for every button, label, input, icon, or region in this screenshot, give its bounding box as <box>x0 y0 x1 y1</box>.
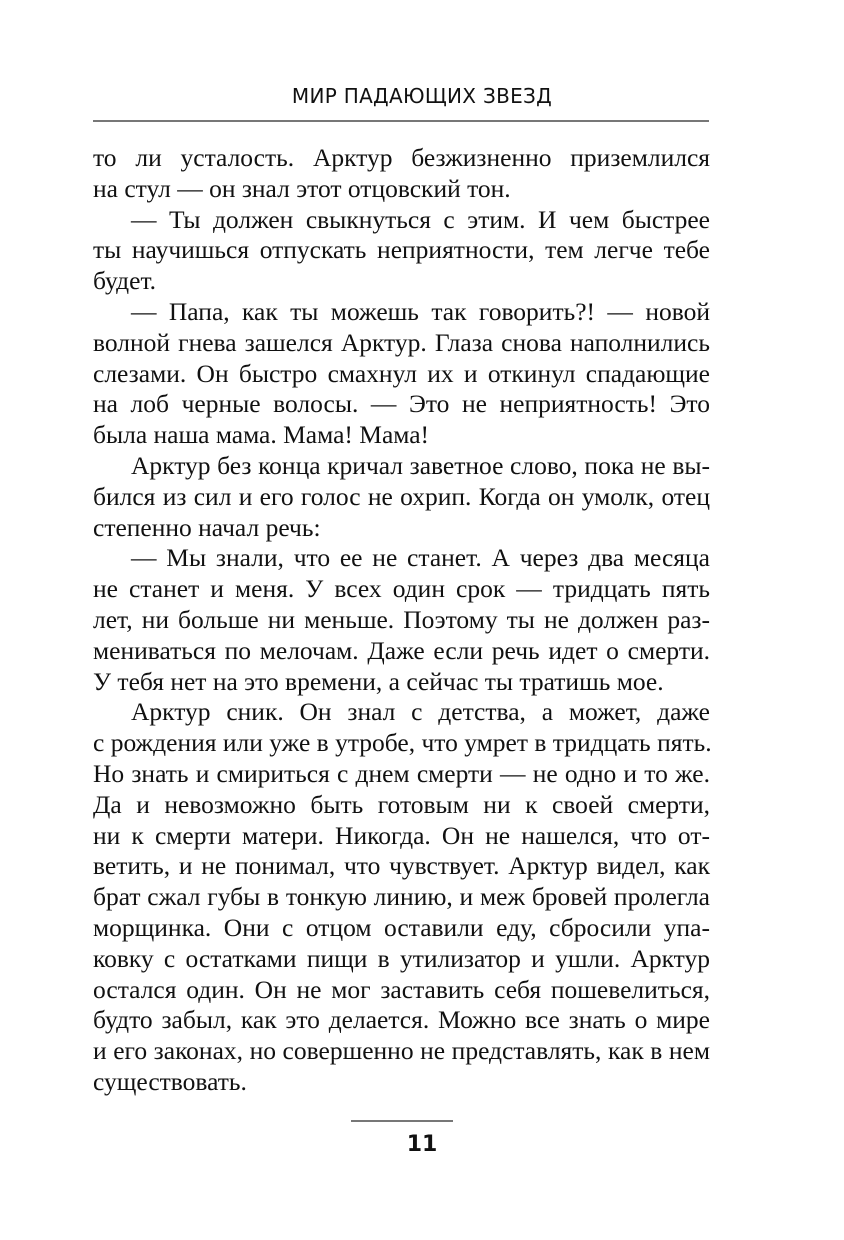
paragraph <box>93 205 710 297</box>
header-rule <box>93 120 709 122</box>
text-line: существовать. <box>93 1066 247 1096</box>
text-line: Да и невозможно быть готовым ни к своей смерти, <box>93 789 710 819</box>
paragraph <box>93 451 710 543</box>
text-line: и его законах, но совершенно не представлять, как в нем <box>93 1036 710 1066</box>
text-line: то ли усталость. Арктур безжизненно приземлился <box>93 143 710 172</box>
paragraph <box>93 143 710 205</box>
paragraph <box>93 697 710 1097</box>
text-line: на стул — он знал этот отцовский тон. <box>93 173 511 203</box>
text-line: Но знать и смириться с днем смерти — не одно и то же. <box>93 758 710 788</box>
text-line: волной гнева зашелся Арктур. Глаза снова наполнились <box>93 327 710 357</box>
page-number: 11 <box>406 1132 438 1157</box>
text-line: — Мы знали, что ее не станет. А через два месяца <box>131 543 710 573</box>
paragraph <box>93 297 710 451</box>
text-line: на лоб черные волосы. — Это не неприятность! Это <box>93 389 710 419</box>
text-line: ты научишься отпускать неприятности, тем легче тебе <box>93 235 710 265</box>
text-line: была наша мама. Мама! Мама! <box>93 420 430 450</box>
running-head: МИР ПАДАЮЩИХ ЗВЕЗД <box>291 84 553 108</box>
text-line: ковку с остатками пищи в утилизатор и ушли. Арктур <box>93 943 710 973</box>
text-line: морщинка. Они с отцом оставили еду, сбросили упа- <box>93 912 710 942</box>
text-line: степенно начал речь: <box>93 512 321 542</box>
text-line: будет. <box>93 266 157 296</box>
text-line: Арктур без конца кричал заветное слово, пока не вы- <box>131 450 710 480</box>
text-line: брат сжал губы в тонкую линию, и меж бровей пролегла <box>93 882 710 912</box>
text-line: будто забыл, как это делается. Можно все знать о мире <box>93 1005 710 1035</box>
text-line: — Ты должен свыкнуться с этим. И чем быстрее <box>131 204 710 234</box>
text-line: с рождения или уже в утробе, что умрет в тридцать пять. <box>93 728 712 758</box>
body-text <box>93 143 710 1098</box>
text-line: слезами. Он быстро смахнул их и откинул спадающие <box>93 358 710 388</box>
text-line: бился из сил и его голос не охрип. Когда он умолк, отец <box>93 481 710 511</box>
text-line: — Папа, как ты можешь так говорить?! — новой <box>131 296 710 326</box>
paragraph <box>93 543 710 697</box>
text-line: остался один. Он не мог заставить себя пошевелиться, <box>93 974 710 1004</box>
text-line: лет, ни больше ни меньше. Поэтому ты не должен раз- <box>93 604 710 634</box>
text-line: У тебя нет на это времени, а сейчас ты тратишь мое. <box>93 666 664 696</box>
text-line: ни к смерти матери. Никогда. Он не нашелся, что от- <box>93 820 710 850</box>
text-line: ветить, и не понимал, что чувствует. Арктур видел, как <box>93 851 710 881</box>
text-line: Арктур сник. Он знал с детства, а может, даже <box>131 697 710 727</box>
footer-rule <box>351 1120 453 1122</box>
text-line: не станет и меня. У всех один срок — тридцать пять <box>93 574 710 604</box>
text-line: мениваться по мелочам. Даже если речь идет о смерти. <box>93 635 710 665</box>
